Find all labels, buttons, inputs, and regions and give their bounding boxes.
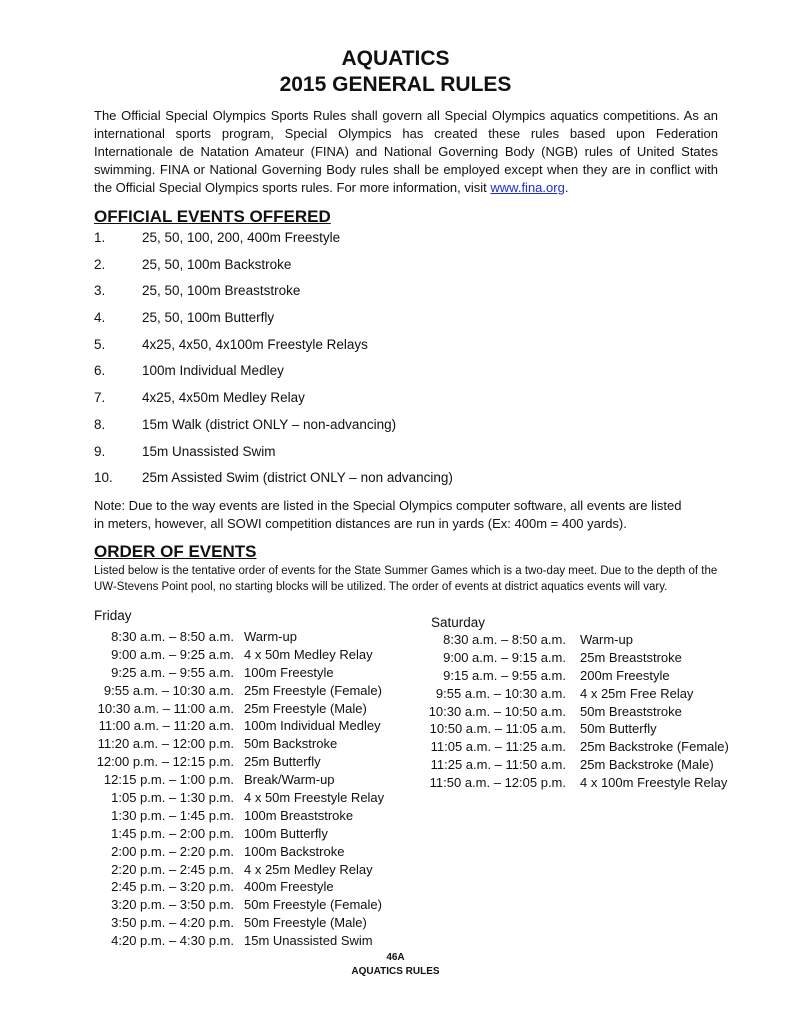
event-item xyxy=(94,470,714,497)
schedule-event: 4 x 50m Medley Relay xyxy=(244,646,373,662)
event-text: 25, 50, 100, 200, 400m Freestyle xyxy=(142,230,341,245)
schedule-event: Warm-up xyxy=(244,629,297,644)
schedule-event: 100m Butterfly xyxy=(244,825,328,841)
event-number: 10. xyxy=(94,470,113,486)
schedule-row xyxy=(94,826,414,844)
event-item xyxy=(94,257,714,284)
event-text: 25m Assisted Swim (district ONLY – non advancing) xyxy=(142,470,453,486)
schedule-event: 400m Freestyle xyxy=(244,879,334,895)
order-of-events-intro: Listed below is the tentative order of events for the State Summer Games which is a two-day meet. Due to the depth of the UW-Stevens Point pool, no starting blocks will be utilized. The order of events at district aquatics events will vary. xyxy=(94,565,718,593)
schedule-time: 9:55 a.m. – 10:30 a.m. xyxy=(435,685,566,701)
schedule-row xyxy=(94,665,414,683)
schedule-row xyxy=(94,736,414,754)
schedule-row xyxy=(94,683,414,701)
schedule-row xyxy=(425,686,755,704)
schedule-row xyxy=(94,701,414,719)
event-number: 1. xyxy=(94,230,106,245)
event-number: 6. xyxy=(94,363,106,379)
schedule-time: 12:15 p.m. – 1:00 p.m. xyxy=(103,772,234,788)
schedule-time: 4:20 p.m. – 4:30 p.m. xyxy=(111,933,234,949)
schedule-time: 9:15 a.m. – 9:55 a.m. xyxy=(443,667,566,683)
schedule-row xyxy=(94,897,414,915)
schedule-row xyxy=(94,915,414,933)
schedule-event: 50m Freestyle (Male) xyxy=(244,915,367,931)
schedule-time: 9:55 a.m. – 10:30 a.m. xyxy=(103,682,234,698)
order-of-events-heading: ORDER OF EVENTS xyxy=(94,542,257,561)
schedule-event: 15m Unassisted Swim xyxy=(244,933,373,949)
event-item xyxy=(94,283,714,310)
schedule-time: 11:00 a.m. – 11:20 a.m. xyxy=(98,718,234,734)
schedule-time: 1:05 p.m. – 1:30 p.m. xyxy=(111,790,234,806)
event-text: 25, 50, 100m Breaststroke xyxy=(142,283,301,299)
schedule-row xyxy=(425,668,755,686)
schedule-event: 4 x 25m Free Relay xyxy=(580,685,694,701)
event-number: 8. xyxy=(94,416,106,432)
schedule-row xyxy=(425,775,755,793)
schedule-time: 2:45 p.m. – 3:20 p.m. xyxy=(111,879,234,895)
page-title: AQUATICS xyxy=(341,47,450,70)
intro-paragraph xyxy=(94,107,718,197)
event-text: 15m Unassisted Swim xyxy=(142,443,276,459)
schedule-row xyxy=(94,629,414,647)
event-item xyxy=(94,390,714,417)
schedule-time: 9:00 a.m. – 9:15 a.m. xyxy=(443,649,566,665)
schedule-row xyxy=(94,718,414,736)
schedule-time: 8:30 a.m. – 8:50 a.m. xyxy=(443,632,566,647)
schedule-time: 3:20 p.m. – 3:50 p.m. xyxy=(111,897,234,913)
schedule-time: 10:50 a.m. – 11:05 a.m. xyxy=(429,721,566,737)
schedule-row xyxy=(94,933,414,951)
schedule-event: 50m Butterfly xyxy=(580,721,657,737)
event-text: 4x25, 4x50, 4x100m Freestyle Relays xyxy=(142,336,368,352)
schedule-time: 1:30 p.m. – 1:45 p.m. xyxy=(111,807,234,823)
schedule-time: 2:20 p.m. – 2:45 p.m. xyxy=(111,861,234,877)
schedule-row xyxy=(425,650,755,668)
event-number: 9. xyxy=(94,443,106,459)
schedule-event: 100m Backstroke xyxy=(244,843,345,859)
schedule-time: 8:30 a.m. – 8:50 a.m. xyxy=(111,629,234,644)
event-item xyxy=(94,417,714,444)
events-note: Note: Due to the way events are listed in the Special Olympics computer software, all events are listed in meters, however, all SOWI competition distances are run in yards (Ex: 400m = 400 yards). xyxy=(94,498,682,531)
schedule-event: 100m Freestyle xyxy=(244,664,334,680)
friday-schedule xyxy=(94,629,414,951)
schedule-row xyxy=(94,647,414,665)
schedule-event: 25m Backstroke (Male) xyxy=(580,757,714,773)
event-text: 25, 50, 100m Backstroke xyxy=(142,256,292,272)
saturday-label: Saturday xyxy=(431,615,486,630)
schedule-event: 25m Freestyle (Male) xyxy=(244,700,367,716)
event-number: 3. xyxy=(94,283,106,299)
schedule-row xyxy=(94,879,414,897)
schedule-row xyxy=(425,632,755,650)
schedule-time: 12:00 p.m. – 12:15 p.m. xyxy=(96,754,234,770)
schedule-event: 25m Breaststroke xyxy=(580,649,682,665)
schedule-time: 1:45 p.m. – 2:00 p.m. xyxy=(111,825,234,841)
fina-link[interactable]: www.fina.org xyxy=(490,180,565,195)
schedule-time: 10:30 a.m. – 11:00 a.m. xyxy=(97,700,234,716)
schedule-row xyxy=(425,704,755,722)
schedule-row xyxy=(94,772,414,790)
page-subtitle: 2015 GENERAL RULES xyxy=(279,73,512,96)
official-events-heading: OFFICIAL EVENTS OFFERED xyxy=(94,207,331,226)
page-number: 46A xyxy=(386,952,405,963)
event-text: 100m Individual Medley xyxy=(142,363,284,379)
event-number: 5. xyxy=(94,336,106,352)
schedule-event: 100m Breaststroke xyxy=(244,807,354,823)
event-number: 2. xyxy=(94,256,106,272)
schedule-row xyxy=(425,739,755,757)
event-item xyxy=(94,363,714,390)
schedule-event: 50m Breaststroke xyxy=(580,703,682,719)
event-text: 4x25, 4x50m Medley Relay xyxy=(142,390,305,406)
event-number: 7. xyxy=(94,390,106,406)
schedule-row xyxy=(94,844,414,862)
event-item xyxy=(94,444,714,471)
schedule-row xyxy=(425,721,755,739)
schedule-event: 4 x 100m Freestyle Relay xyxy=(580,775,728,791)
schedule-event: 50m Freestyle (Female) xyxy=(244,897,382,913)
schedule-time: 9:00 a.m. – 9:25 a.m. xyxy=(111,646,234,662)
schedule-event: Break/Warm-up xyxy=(244,772,335,788)
schedule-event: 4 x 25m Medley Relay xyxy=(244,861,373,877)
schedule-time: 11:25 a.m. – 11:50 a.m. xyxy=(430,757,566,773)
friday-label: Friday xyxy=(94,608,132,623)
schedule-row xyxy=(94,754,414,772)
event-item xyxy=(94,337,714,364)
intro-text: The Official Special Olympics Sports Rules shall govern all Special Olympics aquatics competitions. As an international sports program, Special Olympics has created these rules based upon Federation Internationale de Natation Amateur (FINA) and National Governing Body (NGB) rules of United States swimming. FINA or National Governing Body rules shall be employed except when they are in conflict with the Official Special Olympics sports rules. For more information, visit xyxy=(94,108,718,195)
event-item xyxy=(94,230,714,257)
official-events-list xyxy=(94,230,714,497)
schedule-time: 9:25 a.m. – 9:55 a.m. xyxy=(111,664,234,680)
schedule-event: 25m Freestyle (Female) xyxy=(244,682,382,698)
schedule-event: Warm-up xyxy=(580,632,633,647)
intro-after-link: . xyxy=(564,180,569,195)
event-text: 15m Walk (district ONLY – non-advancing) xyxy=(142,416,397,432)
event-text: 25, 50, 100m Butterfly xyxy=(142,310,275,326)
schedule-row xyxy=(425,757,755,775)
schedule-event: 4 x 50m Freestyle Relay xyxy=(244,790,385,806)
schedule-event: 200m Freestyle xyxy=(580,667,670,683)
schedule-event: 25m Backstroke (Female) xyxy=(580,739,729,755)
schedule-time: 10:30 a.m. – 10:50 a.m. xyxy=(428,703,566,719)
schedule-time: 3:50 p.m. – 4:20 p.m. xyxy=(111,915,234,931)
schedule-row xyxy=(94,862,414,880)
schedule-event: 25m Butterfly xyxy=(244,754,321,770)
footer-section: AQUATICS RULES xyxy=(351,966,440,977)
event-item xyxy=(94,310,714,337)
schedule-time: 11:05 a.m. – 11:25 a.m. xyxy=(430,739,566,755)
schedule-time: 11:50 a.m. – 12:05 p.m. xyxy=(429,775,566,791)
schedule-row xyxy=(94,790,414,808)
schedule-event: 50m Backstroke xyxy=(244,736,338,752)
saturday-schedule xyxy=(425,632,755,793)
schedule-time: 11:20 a.m. – 12:00 p.m. xyxy=(97,736,234,752)
schedule-event: 100m Individual Medley xyxy=(244,718,381,734)
schedule-time: 2:00 p.m. – 2:20 p.m. xyxy=(111,843,234,859)
event-number: 4. xyxy=(94,310,106,326)
schedule-row xyxy=(94,808,414,826)
